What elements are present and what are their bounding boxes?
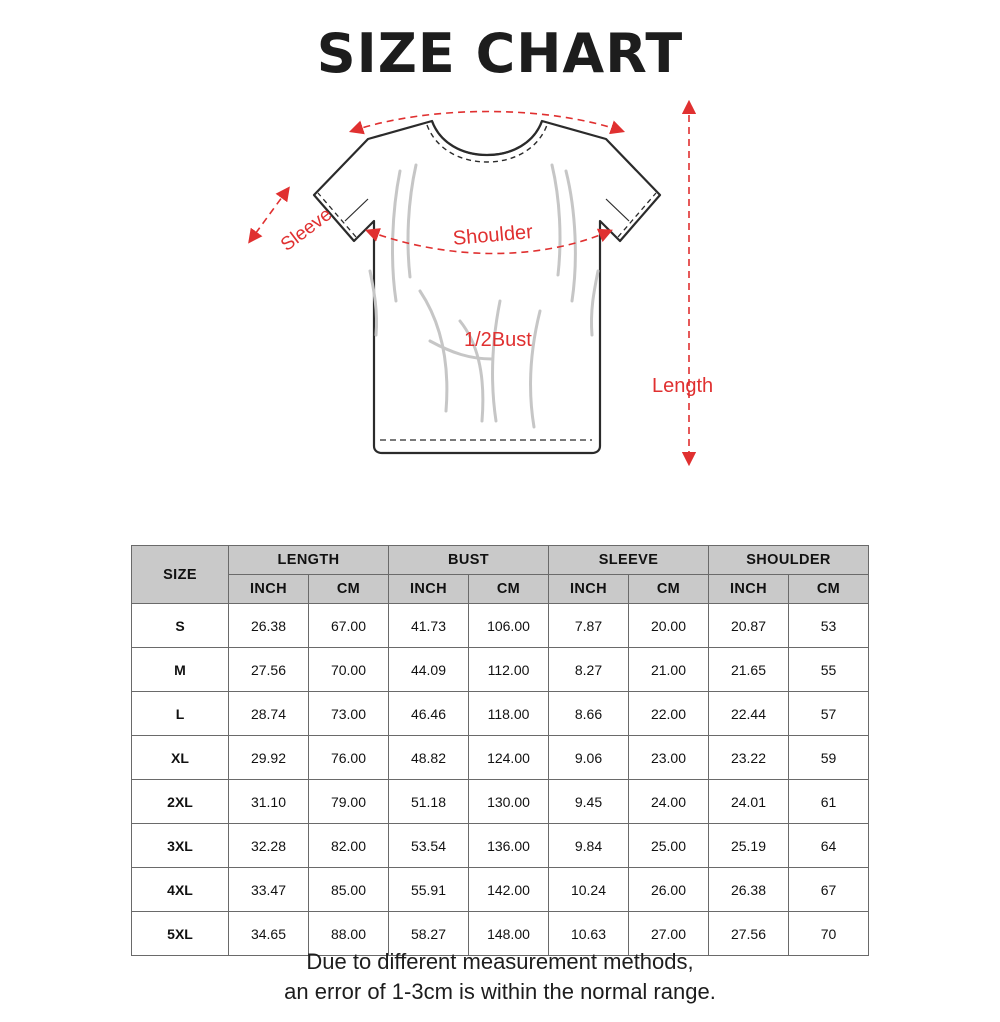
sleeve-dimension-line (250, 189, 288, 241)
row-size: L (132, 692, 229, 736)
cell-bust-cm: 124.00 (469, 736, 549, 780)
row-size: XL (132, 736, 229, 780)
cell-sleeve-inch: 7.87 (549, 604, 629, 648)
cell-sleeve-cm: 21.00 (629, 648, 709, 692)
cell-length-cm: 85.00 (309, 868, 389, 912)
size-table-body (132, 604, 869, 956)
cell-sleeve-cm: 26.00 (629, 868, 709, 912)
cell-sleeve-inch: 8.66 (549, 692, 629, 736)
cell-bust-inch: 48.82 (389, 736, 469, 780)
cell-length-inch: 33.47 (229, 868, 309, 912)
unit-header-row (132, 575, 869, 604)
cell-length-inch: 32.28 (229, 824, 309, 868)
group-header-row (132, 546, 869, 575)
cell-length-inch: 28.74 (229, 692, 309, 736)
cell-shoulder-cm: 59 (789, 736, 869, 780)
cell-length-inch: 34.65 (229, 912, 309, 956)
cell-sleeve-cm: 22.00 (629, 692, 709, 736)
shoulder-label: Shoulder (452, 221, 534, 250)
cell-sleeve-cm: 25.00 (629, 824, 709, 868)
length-label: Length (652, 375, 714, 397)
cell-bust-cm: 142.00 (469, 868, 549, 912)
cell-shoulder-cm: 64 (789, 824, 869, 868)
cell-bust-inch: 41.73 (389, 604, 469, 648)
cell-sleeve-inch: 9.45 (549, 780, 629, 824)
page-title: SIZE CHART (316, 22, 684, 85)
row-size: 3XL (132, 824, 229, 868)
header-unit-2: INCH (389, 575, 469, 604)
row-size: M (132, 648, 229, 692)
cell-length-inch: 27.56 (229, 648, 309, 692)
disclaimer-line-2: an error of 1-3cm is within the normal range. (284, 979, 716, 1004)
cell-bust-cm: 136.00 (469, 824, 549, 868)
cell-shoulder-inch: 27.56 (709, 912, 789, 956)
cell-sleeve-inch: 9.84 (549, 824, 629, 868)
cell-shoulder-cm: 61 (789, 780, 869, 824)
header-unit-3: CM (469, 575, 549, 604)
cell-sleeve-cm: 24.00 (629, 780, 709, 824)
cell-bust-inch: 58.27 (389, 912, 469, 956)
header-sleeve: SLEEVE (549, 546, 709, 575)
cell-sleeve-cm: 23.00 (629, 736, 709, 780)
shoulder-dimension-line (352, 112, 622, 132)
cell-length-inch: 29.92 (229, 736, 309, 780)
table-row (132, 868, 869, 912)
cell-sleeve-inch: 8.27 (549, 648, 629, 692)
cell-shoulder-cm: 70 (789, 912, 869, 956)
cell-shoulder-inch: 26.38 (709, 868, 789, 912)
row-size: S (132, 604, 229, 648)
cell-shoulder-cm: 57 (789, 692, 869, 736)
size-table-head (132, 546, 869, 604)
row-size: 2XL (132, 780, 229, 824)
table-row (132, 648, 869, 692)
cell-shoulder-inch: 21.65 (709, 648, 789, 692)
header-unit-5: CM (629, 575, 709, 604)
cell-shoulder-inch: 23.22 (709, 736, 789, 780)
table-row (132, 692, 869, 736)
cell-shoulder-inch: 24.01 (709, 780, 789, 824)
cell-length-cm: 79.00 (309, 780, 389, 824)
cell-bust-cm: 118.00 (469, 692, 549, 736)
size-table-container (131, 545, 869, 956)
cell-bust-inch: 46.46 (389, 692, 469, 736)
row-size: 5XL (132, 912, 229, 956)
measurement-disclaimer (0, 947, 1000, 1007)
header-unit-0: INCH (229, 575, 309, 604)
bust-label: 1/2Bust (464, 329, 532, 351)
cell-sleeve-inch: 10.24 (549, 868, 629, 912)
cell-length-inch: 31.10 (229, 780, 309, 824)
header-unit-1: CM (309, 575, 389, 604)
cell-length-cm: 67.00 (309, 604, 389, 648)
cell-shoulder-inch: 25.19 (709, 824, 789, 868)
table-row (132, 824, 869, 868)
header-unit-6: INCH (709, 575, 789, 604)
row-size: 4XL (132, 868, 229, 912)
cell-sleeve-inch: 9.06 (549, 736, 629, 780)
cell-bust-inch: 51.18 (389, 780, 469, 824)
cell-bust-cm: 148.00 (469, 912, 549, 956)
cell-sleeve-cm: 27.00 (629, 912, 709, 956)
cell-shoulder-inch: 20.87 (709, 604, 789, 648)
cell-bust-cm: 130.00 (469, 780, 549, 824)
size-chart-page (0, 22, 1000, 1022)
header-length: LENGTH (229, 546, 389, 575)
header-size: SIZE (132, 546, 229, 604)
header-shoulder: SHOULDER (709, 546, 869, 575)
cell-shoulder-cm: 55 (789, 648, 869, 692)
tshirt-illustration-svg (0, 91, 1000, 491)
cell-shoulder-cm: 53 (789, 604, 869, 648)
cell-shoulder-inch: 22.44 (709, 692, 789, 736)
cell-bust-inch: 44.09 (389, 648, 469, 692)
cell-shoulder-cm: 67 (789, 868, 869, 912)
cell-length-cm: 70.00 (309, 648, 389, 692)
header-unit-7: CM (789, 575, 869, 604)
cell-sleeve-cm: 20.00 (629, 604, 709, 648)
cell-bust-inch: 55.91 (389, 868, 469, 912)
cell-length-cm: 82.00 (309, 824, 389, 868)
table-row (132, 604, 869, 648)
table-row (132, 736, 869, 780)
table-row (132, 780, 869, 824)
cell-sleeve-inch: 10.63 (549, 912, 629, 956)
disclaimer-line-1: Due to different measurement methods, (306, 949, 694, 974)
tshirt-outline (314, 121, 660, 453)
cell-length-cm: 76.00 (309, 736, 389, 780)
header-bust: BUST (389, 546, 549, 575)
cell-bust-inch: 53.54 (389, 824, 469, 868)
cell-bust-cm: 112.00 (469, 648, 549, 692)
tshirt-measurement-diagram (0, 91, 1000, 491)
header-unit-4: INCH (549, 575, 629, 604)
cell-length-cm: 88.00 (309, 912, 389, 956)
size-table (131, 545, 869, 956)
cell-length-inch: 26.38 (229, 604, 309, 648)
cell-length-cm: 73.00 (309, 692, 389, 736)
cell-bust-cm: 106.00 (469, 604, 549, 648)
sleeve-label: Sleeve (277, 204, 337, 256)
